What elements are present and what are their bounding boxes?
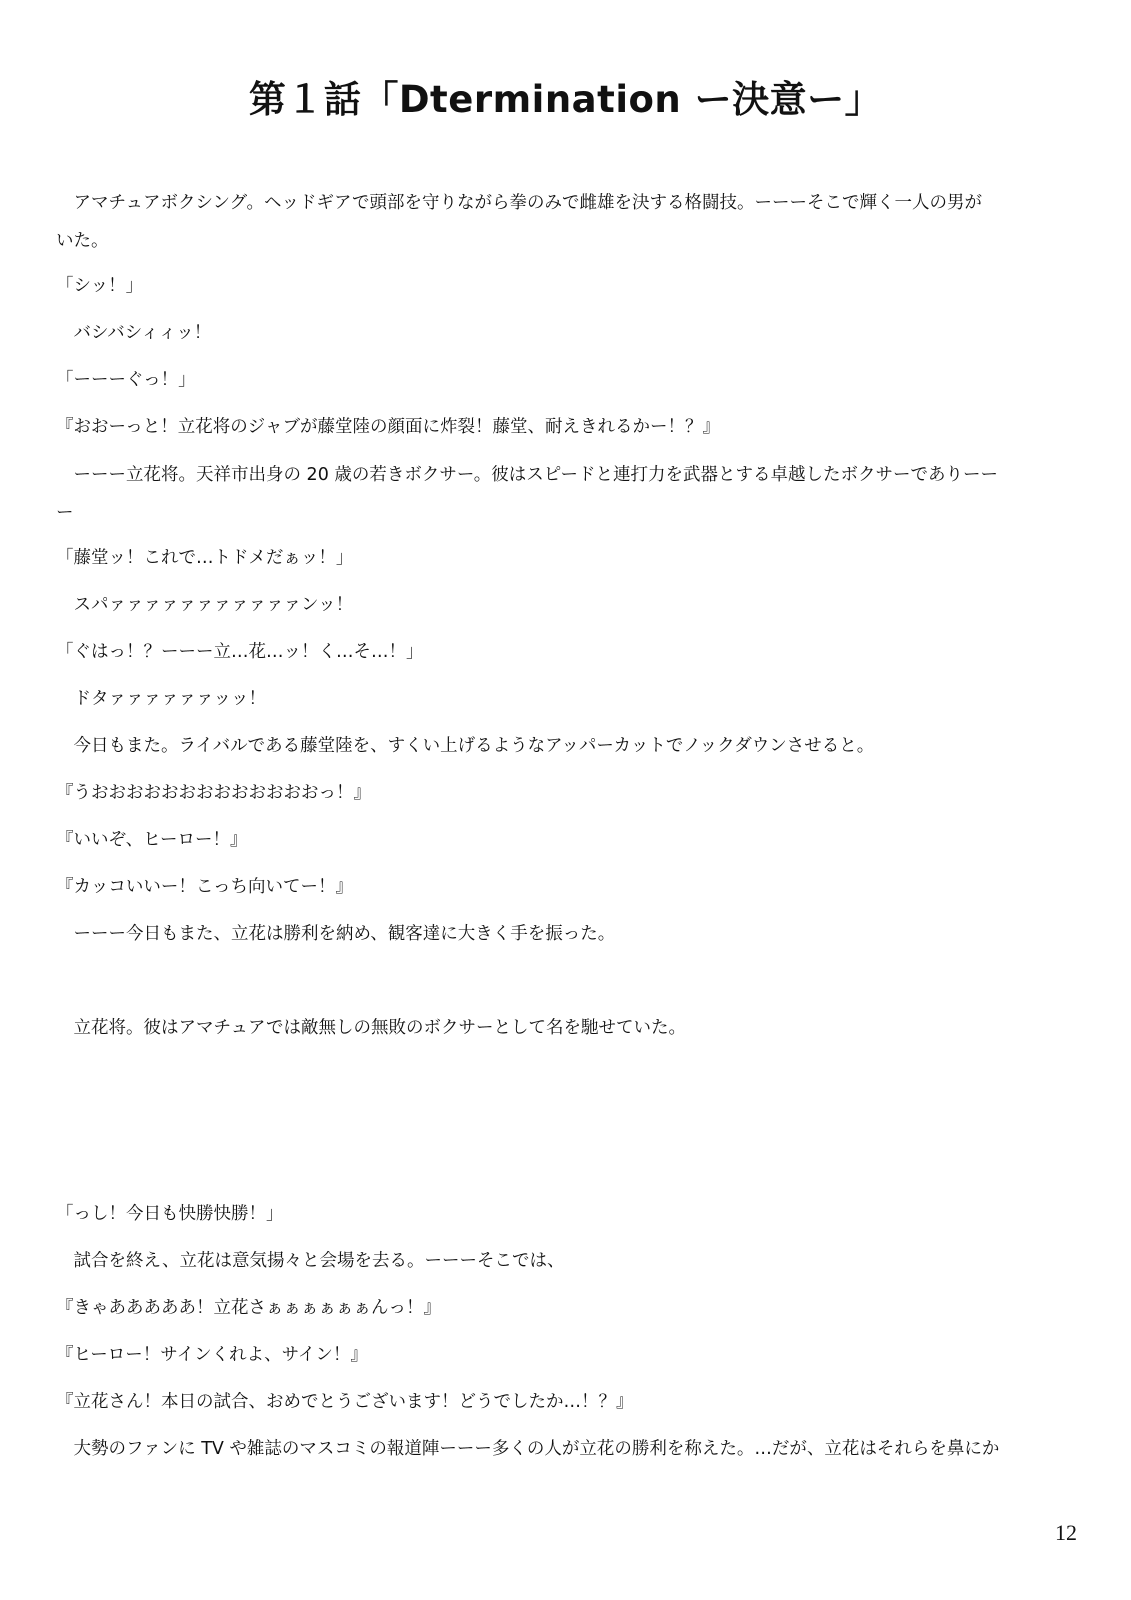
text-line: スパァァァァァァァァァァァンッ！ [56, 595, 354, 615]
text-line: 『うおおおおおおおおおおおおおっ！』 [56, 783, 371, 803]
text-line: 「シッ！」 [56, 276, 144, 296]
text-line: 立花将。彼はアマチュアでは敵無しの無敗のボクサーとして名を馳せていた。 [56, 1018, 686, 1038]
text-line: 『きゃあああああ！立花さぁぁぁぁぁぁんっ！』 [56, 1298, 441, 1318]
page-number: 12 [1055, 1520, 1077, 1545]
text-line: 「ーーーぐっ！」 [56, 370, 196, 390]
text-line: 「ぐはっ！？ーーー立…花…ッ！く…そ…！」 [56, 642, 424, 662]
text-line: 『いいぞ、ヒーロー！』 [56, 830, 248, 850]
text-line: 「藤堂ッ！これで…トドメだぁッ！」 [56, 548, 354, 568]
text-line: 『ヒーロー！サインくれよ、サイン！』 [56, 1345, 368, 1365]
text-line: ーーー今日もまた、立花は勝利を納め、観客達に大きく手を振った。 [56, 924, 616, 944]
text-line: いた。 [56, 231, 109, 251]
text-line: 試合を終え、立花は意気揚々と会場を去る。ーーーそこでは、 [56, 1251, 565, 1271]
text-line: 大勢のファンに TV や雑誌のマスコミの報道陣ーーー多くの人が立花の勝利を称えた。…だが、立花はそれらを鼻にか [56, 1439, 1000, 1459]
text-line: バシバシィィッ！ [56, 323, 212, 343]
text-line: 『立花さん！本日の試合、おめでとうございます！どうでしたか…！？』 [56, 1392, 634, 1412]
text-line: 『おおーっと！立花将のジャブが藤堂陸の顔面に炸裂！藤堂、耐えきれるかー！？』 [56, 417, 720, 437]
text-line: 『カッコいいー！こっち向いてー！』 [56, 877, 353, 897]
text-line: 今日もまた。ライバルである藤堂陸を、すくい上げるようなアッパーカットでノックダウンさせると。 [56, 736, 875, 756]
text-line: アマチュアボクシング。ヘッドギアで頭部を守りながら拳のみで雌雄を決する格闘技。ーーーそこで輝く一人の男が [56, 193, 983, 213]
text-line: ー [56, 503, 74, 523]
text-line: ーーー立花将。天祥市出身の 20 歳の若きボクサー。彼はスピードと連打力を武器とする卓越したボクサーでありーー [56, 465, 998, 485]
text-line: ドタァァァァァァッッ！ [56, 689, 266, 709]
text-line: 「っし！今日も快勝快勝！」 [56, 1204, 284, 1224]
chapter-title: 第１話「Dtermination ー決意ー」 [248, 78, 883, 121]
